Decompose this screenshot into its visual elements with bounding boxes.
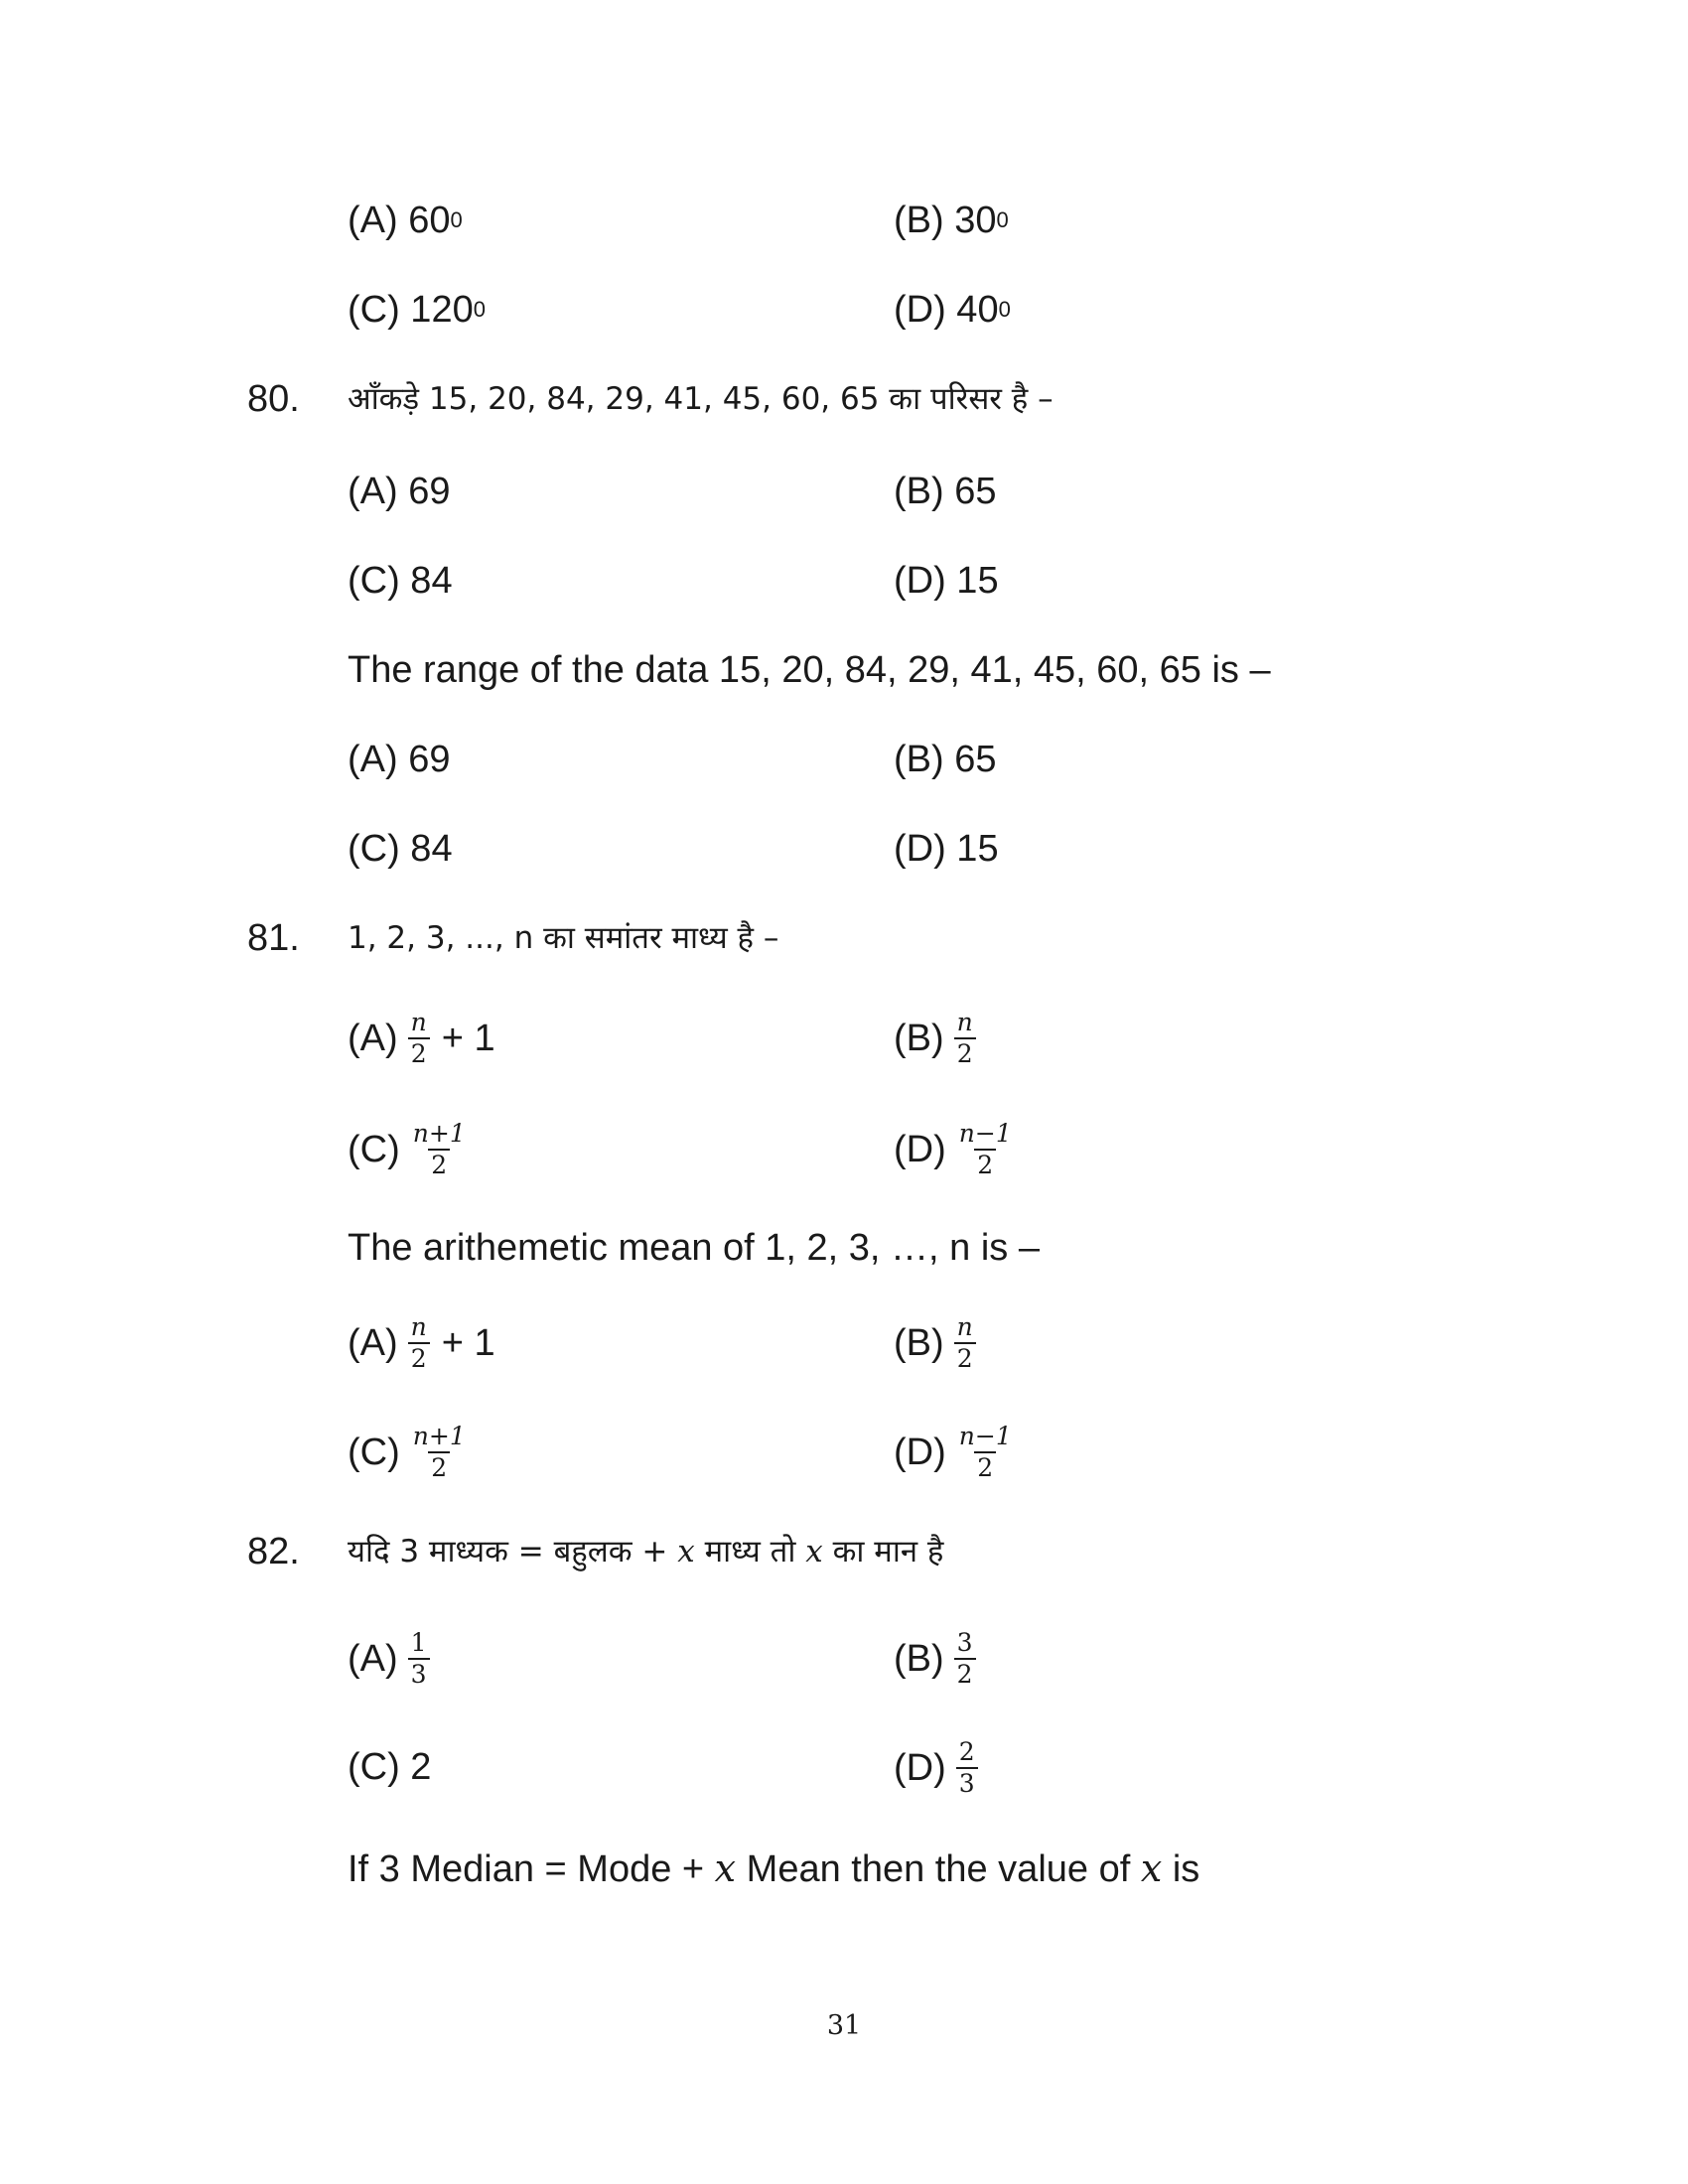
q81-hindi-option-a: (A) $\frac{n}{2}$ + 1: [348, 1008, 495, 1068]
q80-english-option-d: (D) 15: [894, 828, 999, 870]
fraction: $\frac{3}{2}$: [954, 1628, 976, 1690]
q80-hindi-option-a: (A) 69: [348, 471, 451, 512]
q80-english-text: The range of the data 15, 20, 84, 29, 41, 45, 60, 65 is –: [348, 649, 1271, 691]
q81-hindi-option-c: (C) $\frac{n+1}{2}$: [348, 1119, 473, 1180]
q82-option-d: (D) $\frac{2}{3}$: [894, 1737, 982, 1799]
q81-english-option-c: (C) $\frac{n+1}{2}$: [348, 1422, 473, 1483]
fraction: $\frac{n-1}{2}$: [958, 1422, 1012, 1482]
q81-hindi-text: 1, 2, 3, ..., n का समांतर माध्य है –: [348, 920, 779, 956]
q81-english-text: The arithemetic mean of 1, 2, 3, …, n is –: [348, 1227, 1040, 1269]
q82-hindi-text: यदि 3 माध्यक = बहुलक + x माध्य तो x का मान है: [348, 1534, 944, 1570]
fraction: $\frac{n}{2}$: [954, 1008, 976, 1069]
fraction: $\frac{n+1}{2}$: [412, 1422, 466, 1482]
q80-english-option-a: (A) 69: [348, 739, 451, 780]
q80-english-option-b: (B) 65: [894, 739, 997, 780]
fraction: $\frac{1}{3}$: [408, 1628, 430, 1690]
q79-option-b: (B) 30 0: [894, 200, 1009, 241]
q79-option-c: (C) 120 0: [348, 289, 486, 331]
page-number: 31: [826, 2010, 862, 2041]
q80-hindi-text: आँकड़े 15, 20, 84, 29, 41, 45, 60, 65 का परिसर है –: [348, 381, 1054, 417]
q81-english-option-d: (D) $\frac{n-1}{2}$: [894, 1422, 1019, 1483]
q82-number: 82.: [247, 1531, 300, 1572]
fraction: $\frac{n+1}{2}$: [412, 1119, 466, 1179]
q81-hindi-option-b: (B) $\frac{n}{2}$: [894, 1008, 980, 1069]
fraction: $\frac{n-1}{2}$: [958, 1119, 1012, 1179]
q80-hindi-option-b: (B) 65: [894, 471, 997, 512]
q81-hindi-option-d: (D) $\frac{n-1}{2}$: [894, 1119, 1019, 1180]
q81-english-option-b: (B) $\frac{n}{2}$: [894, 1312, 980, 1374]
q81-english-option-a: (A) $\frac{n}{2}$ + 1: [348, 1312, 495, 1373]
q79-option-d: (D) 40 0: [894, 289, 1011, 331]
q80-hindi-option-d: (D) 15: [894, 560, 999, 602]
q81-number: 81.: [247, 917, 300, 959]
fraction: $\frac{2}{3}$: [956, 1737, 978, 1799]
q82-english-text: If 3 Median = Mode + x Mean then the value of x is: [348, 1846, 1200, 1890]
fraction: $\frac{n}{2}$: [408, 1312, 430, 1374]
q82-option-c: (C) 2: [348, 1746, 432, 1788]
q82-option-a: (A) $\frac{1}{3}$: [348, 1628, 434, 1690]
q80-english-option-c: (C) 84: [348, 828, 453, 870]
fraction: $\frac{n}{2}$: [408, 1008, 430, 1069]
q82-option-b: (B) $\frac{3}{2}$: [894, 1628, 980, 1690]
q79-option-a: (A) 60 0: [348, 200, 463, 241]
q80-number: 80.: [247, 378, 300, 420]
fraction: $\frac{n}{2}$: [954, 1312, 976, 1374]
q80-hindi-option-c: (C) 84: [348, 560, 453, 602]
